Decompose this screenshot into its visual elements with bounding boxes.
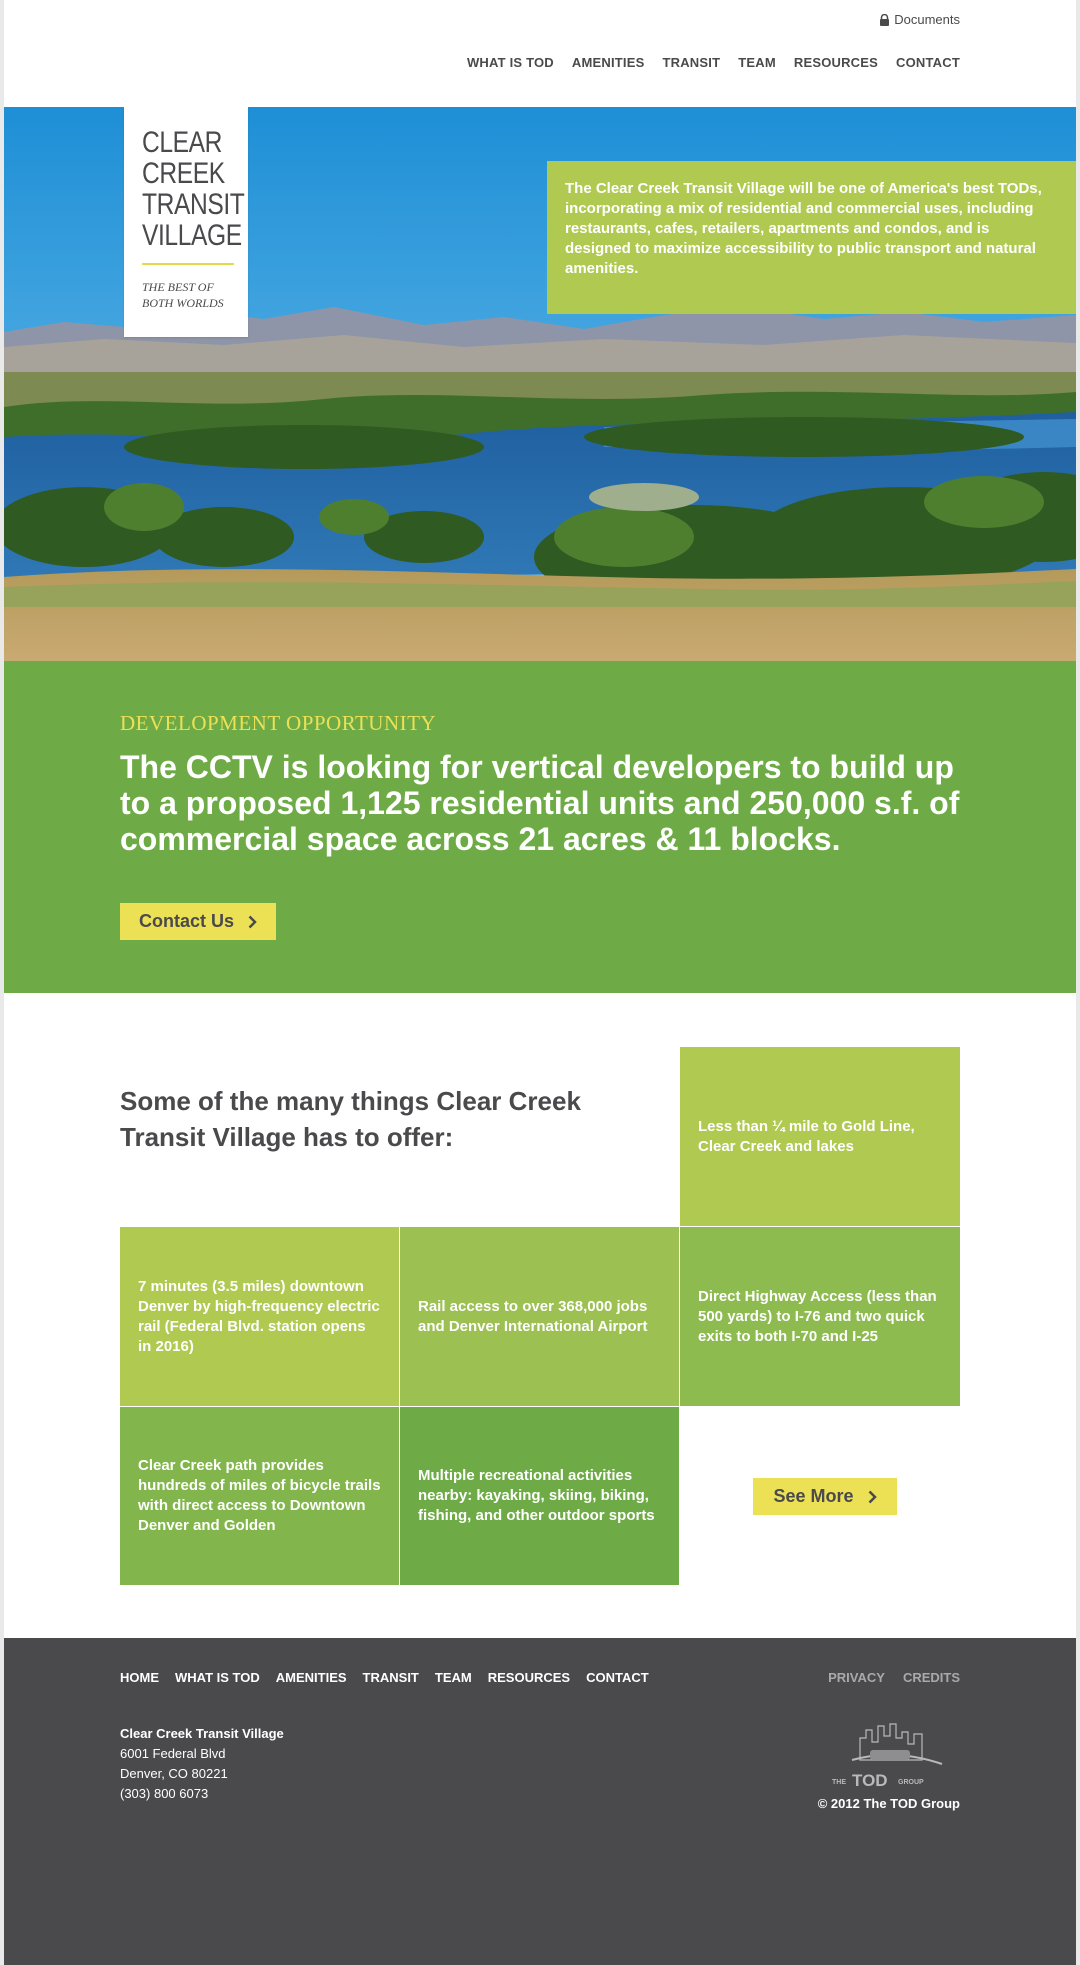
tod-group-logo[interactable] bbox=[830, 1720, 960, 1788]
offerings-title: Some of the many things Clear Creek Transit Village has to offer: bbox=[120, 1086, 581, 1152]
offering-text: Rail access to over 368,000 jobs and Denver International Airport bbox=[418, 1297, 648, 1335]
address-phone: (303) 800 6073 bbox=[120, 1786, 209, 1801]
site-logo[interactable] bbox=[124, 107, 248, 337]
svg-text:GROUP: GROUP bbox=[898, 1779, 924, 1786]
footer-nav bbox=[120, 1670, 649, 1685]
logo-tagline-2: BOTH WORLDS bbox=[142, 296, 224, 310]
nav-amenities[interactable]: AMENITIES bbox=[571, 55, 645, 70]
offering-text: Clear Creek path provides hundreds of miles of bicycle trails with direct access to Downtown Denver and Golden bbox=[138, 1457, 381, 1534]
footer-nav-what-is-tod[interactable]: WHAT IS TOD bbox=[175, 1670, 260, 1685]
footer-nav-team[interactable]: TEAM bbox=[434, 1670, 472, 1685]
documents-label: Documents bbox=[894, 12, 960, 27]
development-eyebrow: DEVELOPMENT OPPORTUNITY bbox=[120, 711, 437, 735]
credits-link[interactable]: CREDITS bbox=[902, 1670, 960, 1685]
offering-tile-rail-access bbox=[400, 1227, 679, 1406]
logo-line-4: VILLAGE bbox=[142, 219, 242, 252]
footer-nav-contact[interactable]: CONTACT bbox=[586, 1670, 649, 1685]
offering-tile-highway bbox=[680, 1227, 960, 1406]
see-more-button[interactable] bbox=[753, 1478, 897, 1515]
contact-us-label: Contact Us bbox=[138, 911, 234, 931]
footer-address bbox=[120, 1724, 284, 1804]
nav-contact[interactable]: CONTACT bbox=[896, 55, 960, 70]
logo-line-1: CLEAR bbox=[142, 126, 222, 159]
svg-text:THE: THE bbox=[832, 1779, 846, 1786]
address-city: Denver, CO 80221 bbox=[120, 1766, 228, 1781]
documents-link[interactable] bbox=[879, 12, 960, 27]
logo-line-3: TRANSIT bbox=[142, 188, 245, 221]
logo-divider bbox=[142, 263, 234, 265]
main-nav bbox=[467, 55, 960, 70]
offering-text: 7 minutes (3.5 miles) downtown Denver by high-frequency electric rail (Federal Blvd. station opens in 2016) bbox=[138, 1277, 380, 1355]
address-street: 6001 Federal Blvd bbox=[120, 1746, 226, 1761]
footer-legal-links bbox=[828, 1670, 960, 1685]
nav-team[interactable]: TEAM bbox=[738, 55, 776, 70]
footer-nav-resources[interactable]: RESOURCES bbox=[487, 1670, 571, 1685]
offering-tile-downtown bbox=[120, 1227, 399, 1406]
development-section bbox=[4, 661, 1076, 993]
footer-nav-home[interactable]: HOME bbox=[120, 1670, 159, 1685]
offering-text: Direct Highway Access (less than 500 yards) to I-76 and two quick exits to both I-70 and I-25 bbox=[698, 1287, 937, 1345]
development-headline: The CCTV is looking for vertical developers to build up to a proposed 1,125 residential units and 250,000 s.f. of commercial space across 21 acres & 11 blocks. bbox=[120, 749, 960, 857]
offering-tile-bike-path bbox=[120, 1407, 399, 1585]
logo-line-2: CREEK bbox=[142, 157, 225, 190]
see-more-label: See More bbox=[773, 1486, 854, 1506]
nav-resources[interactable]: RESOURCES bbox=[793, 55, 879, 70]
copyright: © 2012 The TOD Group bbox=[817, 1796, 960, 1811]
lock-icon bbox=[879, 14, 890, 26]
offering-text: Less than ¼ mile to Gold Line, Clear Creek and lakes bbox=[698, 1117, 915, 1155]
privacy-link[interactable]: PRIVACY bbox=[828, 1670, 885, 1685]
hero-section bbox=[4, 107, 1076, 661]
footer-nav-transit[interactable]: TRANSIT bbox=[362, 1670, 419, 1685]
offering-tile-recreation bbox=[400, 1407, 679, 1585]
site-footer bbox=[4, 1638, 1076, 1965]
chevron-right-icon bbox=[248, 915, 257, 929]
nav-what-is-tod[interactable]: WHAT IS TOD bbox=[466, 55, 554, 70]
offering-text: Multiple recreational activities nearby: kayaking, skiing, biking, fishing, and other outdoor sports bbox=[418, 1467, 655, 1524]
svg-text:TOD: TOD bbox=[852, 1771, 888, 1788]
footer-nav-amenities[interactable]: AMENITIES bbox=[275, 1670, 347, 1685]
hero-callout: The Clear Creek Transit Village will be one of America's best TODs, incorporating a mix of residential and commercial uses, including restaurants, cafes, retailers, apartments and condos, and is designed to maximize accessibility to public transport and natural amenities. bbox=[547, 161, 1076, 314]
offering-tile-gold-line bbox=[680, 1047, 960, 1226]
logo-tagline-1: THE BEST OF bbox=[142, 280, 214, 294]
nav-transit[interactable]: TRANSIT bbox=[662, 55, 721, 70]
contact-us-button[interactable] bbox=[120, 903, 276, 940]
chevron-right-icon bbox=[868, 1490, 877, 1504]
address-name: Clear Creek Transit Village bbox=[120, 1726, 284, 1741]
